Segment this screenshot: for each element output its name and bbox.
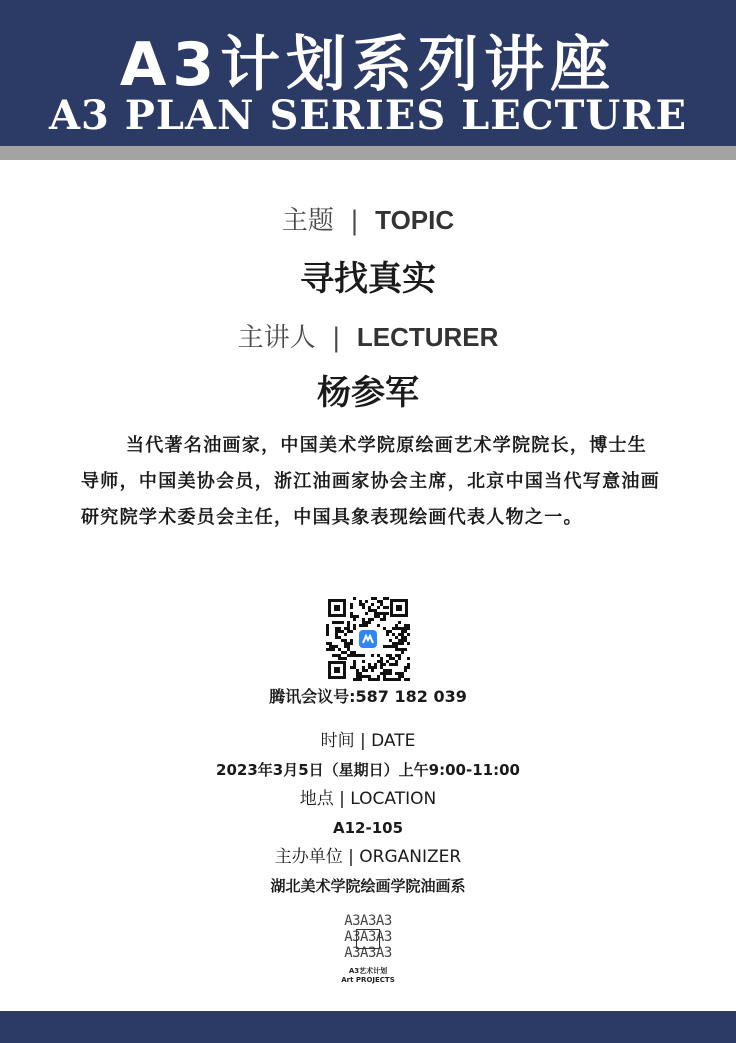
header-divider [0, 146, 736, 160]
lecturer-name: 杨参军 [317, 373, 419, 413]
header-banner [0, 0, 736, 146]
logo-caption-en: Art PROJECTS [341, 976, 395, 984]
logo-row-2: A3A3A3 [344, 929, 392, 945]
header-title-en: A3 PLAN SERIES LECTURE [49, 92, 687, 139]
logo-frame [356, 929, 380, 949]
location-value: A12-105 [332, 819, 404, 837]
organizer-label: 主办单位 | ORGANIZER [274, 847, 462, 867]
topic-separator: | [350, 206, 359, 236]
organizer-value: 湖北美术学院绘画学院油画系 [270, 877, 466, 895]
header-title-cn: A3计划系列讲座 [119, 30, 617, 100]
meeting-qr-code[interactable] [326, 597, 410, 681]
topic-label-cn: 主题 [281, 206, 334, 236]
date-value: 2023年3月5日（星期日）上午9:00-11:00 [216, 761, 520, 779]
topic-label [0, 205, 736, 236]
lecturer-label [0, 322, 736, 353]
lecturer-label-en: LECTURER [356, 322, 499, 352]
lecturer-bio: 当代著名油画家，中国美术学院原绘画艺术学院院长，博士生导师，中国美协会员，浙江油画家协会主席，北京中国当代写意油画研究院学术委员会主任，中国具象表现绘画代表人物之一。 [81, 435, 660, 528]
logo-caption-cn: A3艺术计划 [348, 967, 388, 975]
date-label: 时间 | DATE [320, 731, 416, 751]
footer-banner [0, 1011, 736, 1043]
topic-title: 寻找真实 [300, 259, 436, 299]
a3-art-projects-logo [328, 912, 408, 986]
logo-row-1: A3A3A3 [344, 913, 392, 929]
topic-label-en: TOPIC [375, 205, 455, 235]
logo-row-3: A3A3A3 [344, 945, 392, 961]
lecturer-label-cn: 主讲人 [237, 323, 316, 353]
lecturer-separator: | [331, 323, 341, 353]
meeting-number: 腾讯会议号:587 182 039 [269, 687, 467, 706]
location-label: 地点 | LOCATION [299, 789, 437, 809]
